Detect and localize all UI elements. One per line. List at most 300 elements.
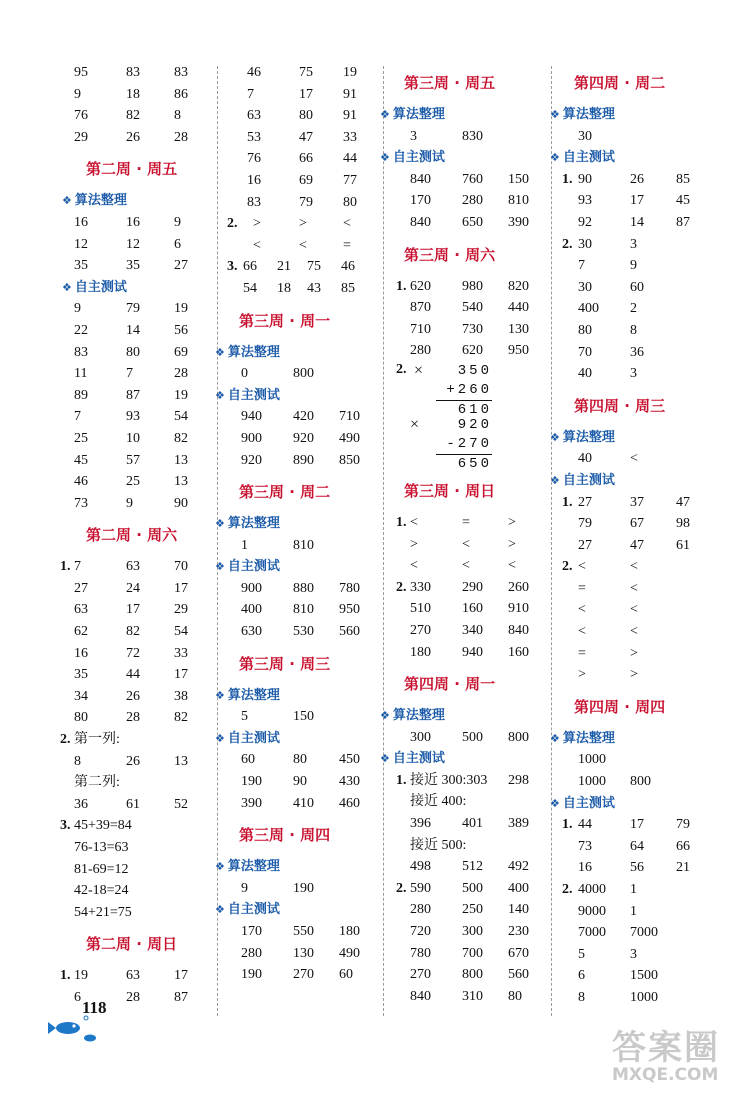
answer-cell: 80 [126,344,140,360]
answer-cell: 6 [74,989,81,1005]
answer-cell: 83 [174,65,188,80]
answer-cell: 80 [578,322,592,338]
answer-cell: 17 [174,580,188,596]
answer-cell: 130 [293,945,314,961]
answer-cell: 46 [247,65,261,80]
answer-cell: 13 [174,753,188,769]
answer-cell: 12 [74,236,88,252]
diamond-icon: ❖ [62,194,72,208]
answer-cell: 19 [174,387,188,403]
answer-cell: 87 [676,214,690,230]
self-test-label [215,556,377,578]
answer-row [562,212,712,234]
answer-cell: 560 [508,967,529,983]
answer-cell: 2. [227,216,238,232]
answer-cell: 250 [462,902,483,918]
answer-cell: 910 [508,601,529,617]
answer-cell: 1. [60,968,71,984]
answer-cell: 9 [630,258,637,274]
answer-cell: 490 [339,945,360,961]
answer-cell: 1 [630,903,637,919]
question-number: 3. [60,818,71,834]
answer-cell: 620 [410,278,431,294]
answer-row [74,62,214,84]
answer-row [74,320,214,342]
answer-cell: 98 [676,516,690,532]
answer-cell: 2. [396,579,407,595]
answer-cell: 840 [508,622,529,638]
answer-row [60,965,214,987]
answer-cell: 540 [462,300,483,316]
answer-cell: 80 [508,988,522,1004]
diamond-icon: ❖ [215,688,225,702]
calc-line: 650 [436,454,492,474]
diamond-icon: ❖ [550,473,560,487]
answer-cell: 8 [74,753,81,769]
answer-cell: 180 [410,644,431,660]
answer-cell: 64 [630,838,644,854]
answer-row [392,126,542,148]
answer-cell: 83 [74,344,88,360]
answer-cell: 920 [293,430,314,446]
answer-cell: 1000 [578,774,606,790]
diamond-icon: ❖ [215,345,225,359]
equation: 42-18=24 [74,883,129,899]
answer-cell: 30 [578,236,592,252]
answer-cell: 27 [578,494,592,510]
answer-row [227,256,377,278]
answer-cell: < [508,558,516,574]
diamond-icon: ❖ [380,151,390,165]
answer-cell: < [578,602,586,618]
watermark-url: MXQE.COM [612,1065,719,1085]
answer-cell: 2. [562,236,573,252]
answer-cell: 21 [277,259,291,275]
answer-cell: 270 [293,967,314,983]
answer-row [562,169,712,191]
answer-cell: 47 [299,129,313,145]
answer-cell: 79 [676,817,690,833]
answer-cell: 7 [74,559,81,575]
answer-cell: 80 [299,108,313,124]
subsection-label: 自主测试 [227,730,280,746]
answer-row [227,943,377,965]
answer-row [227,706,377,728]
diamond-icon: ❖ [550,796,560,810]
answer-row [74,643,214,665]
answer-cell: 22 [74,322,88,338]
answer-row [227,793,377,815]
answer-cell: 940 [462,644,483,660]
answer-cell: 63 [247,108,261,124]
answer-cell: 9 [174,214,181,230]
answer-cell: 190 [293,880,314,896]
answer-cell: 7 [247,86,254,102]
answer-row [227,84,377,106]
answer-cell: = [462,514,470,530]
answer-cell: 接近 300:303 [410,772,488,788]
answer-cell: 14 [630,214,644,230]
diamond-icon: ❖ [215,903,225,917]
answer-cell: 52 [174,796,188,812]
answer-row [227,535,377,557]
answer-row [562,363,712,385]
answer-cell: 7 [74,409,81,425]
diamond-icon: ❖ [215,388,225,402]
answer-cell: < [462,536,470,552]
answer-cell: 38 [174,688,188,704]
answer-row [562,621,712,643]
subsection-label: 算法整理 [74,193,127,209]
answer-cell: 70 [174,559,188,575]
answer-cell: 18 [126,86,140,102]
answer-cell: 170 [410,193,431,209]
subsection-label: 算法整理 [227,687,280,703]
algorithm-summary-label [215,342,377,364]
subsection-label: 自主测试 [74,279,127,295]
answer-cell: 43 [307,280,321,296]
answer-cell: 1. [562,171,573,187]
subsection-label: 自主测试 [227,387,280,403]
answer-cell: 46 [74,474,88,490]
answer-row [74,686,214,708]
answer-cell: 7 [126,366,133,382]
answer-cell: 33 [343,129,357,145]
answer-cell: 76 [74,108,88,124]
answer-row [74,493,214,515]
equation: 45+39=84 [74,818,132,834]
answer-text: 接近 400: [410,794,467,810]
algorithm-summary-label [215,856,377,878]
answer-cell: 810 [508,193,529,209]
answer-row [562,771,712,793]
answer-row [74,578,214,600]
answer-row [562,126,712,148]
answer-row [392,169,542,191]
answer-cell: 5 [578,946,585,962]
answer-row [562,556,712,578]
diamond-icon: ❖ [380,752,390,766]
answer-cell: 160 [508,644,529,660]
answer-row [392,340,542,362]
answer-row [74,342,214,364]
answer-cell: 21 [676,860,690,876]
answer-cell: 9 [74,301,81,317]
column-3 [380,62,542,1007]
diamond-icon: ❖ [215,860,225,874]
answer-cell: 13 [174,452,188,468]
answer-cell: 500 [462,880,483,896]
answer-cell: 420 [293,409,314,425]
answer-cell: 16 [247,172,261,188]
answer-row [562,749,712,771]
answer-cell: 37 [630,494,644,510]
subsection-label: 算法整理 [562,429,615,445]
answer-cell: 389 [508,816,529,832]
answer-cell: 82 [126,624,140,640]
answer-cell: 44 [343,151,357,167]
answer-cell: 69 [174,344,188,360]
answer-cell: 66 [676,838,690,854]
answer-row [227,428,377,450]
answer-row [392,620,542,642]
answer-cell: 12 [126,236,140,252]
answer-cell: 850 [339,452,360,468]
answer-cell: 920 [241,452,262,468]
answer-cell: 60 [241,752,255,768]
answer-row [227,921,377,943]
answer-cell: 91 [343,108,357,124]
calc-line: +260 [446,381,492,398]
diamond-icon: ❖ [215,517,225,531]
answer-row [74,772,214,794]
answer-cell: 35 [74,667,88,683]
answer-row [562,944,712,966]
answer-cell: > [578,667,586,683]
answer-cell: 170 [241,924,262,939]
answer-cell: 880 [293,580,314,596]
answer-cell: 6 [578,968,585,984]
answer-cell: 95 [74,65,88,80]
answer-text: 接近 500: [410,837,467,853]
diamond-icon: ❖ [380,709,390,723]
answer-row [74,471,214,493]
answer-row [74,621,214,643]
answer-row [562,857,712,879]
answer-row [74,859,214,881]
subsection-label: 自主测试 [227,902,280,918]
answer-cell: 16 [74,214,88,230]
subsection-label: 算法整理 [562,730,615,746]
answer-cell: 80 [74,710,88,726]
self-test-label [550,470,712,492]
answer-cell: 7000 [630,925,658,941]
answer-cell: 710 [339,409,360,425]
answer-row [392,791,542,813]
answer-cell: 36 [630,344,644,360]
column-4 [550,62,712,1009]
answer-row [562,298,712,320]
answer-cell: 60 [630,279,644,295]
answer-row [562,901,712,923]
answer-cell: 16 [126,214,140,230]
answer-cell: 63 [74,602,88,618]
answer-cell: 54 [174,409,188,425]
answer-cell: 90 [293,774,307,790]
answer-cell: 3 [630,366,637,382]
answer-cell: 9 [241,880,248,896]
algorithm-summary-label [215,513,377,535]
answer-cell: 700 [462,945,483,961]
answer-cell: 2. [396,880,407,896]
answer-cell: 550 [293,924,314,939]
answer-cell: 82 [126,108,140,124]
answer-row [392,986,542,1008]
answer-row [60,729,214,751]
answer-cell: 16 [74,645,88,661]
answer-cell: 76 [247,151,261,167]
calc-line: 920 [457,416,492,433]
answer-cell: 840 [410,171,431,187]
answer-cell: 8 [578,989,585,1005]
answer-cell: 11 [74,366,88,382]
answer-cell: 27 [74,580,88,596]
answer-cell: 85 [676,171,690,187]
section-title: 第三周 · 周五 [404,74,496,92]
subsection-label: 算法整理 [227,859,280,875]
answer-cell: 800 [630,774,651,790]
answer-cell: 30 [578,128,592,144]
answer-cell: 89 [74,387,88,403]
answer-cell: 54 [174,624,188,640]
answer-cell: 19 [343,65,357,80]
answer-cell: = [578,645,586,661]
answer-cell: 17 [174,968,188,984]
answer-cell: 91 [343,86,357,102]
answer-cell: > [508,536,516,552]
answer-cell: 26 [126,129,140,145]
answer-cell: 80 [343,194,357,210]
answer-row [392,727,542,749]
answer-cell: < [630,602,638,618]
answer-cell: 180 [339,924,360,939]
answer-cell: 510 [410,601,431,617]
answer-cell: 82 [174,430,188,446]
answer-cell: 53 [247,129,261,145]
answer-row [392,921,542,943]
answer-row [227,964,377,986]
answer-cell: 300 [410,729,431,745]
answer-cell: 67 [630,516,644,532]
calc-line: 350 [457,362,492,379]
answer-cell: 87 [174,989,188,1005]
section-title: 第三周 · 周一 [239,311,331,330]
answer-cell: 8 [630,322,637,338]
answer-cell: < [410,558,418,574]
answer-cell: 26 [126,753,140,769]
question-number: 2. [60,732,71,748]
answer-row [227,192,377,214]
diamond-icon: ❖ [62,280,72,294]
answer-cell: 82 [174,710,188,726]
answer-cell: 950 [508,343,529,359]
algorithm-summary-label [550,728,712,750]
algorithm-summary-label [380,104,542,126]
answer-cell: 47 [630,537,644,553]
answer-cell: 19 [174,301,188,317]
answer-cell: 28 [126,710,140,726]
answer-row [60,556,214,578]
answer-cell: 410 [293,795,314,811]
answer-cell: 45 [676,193,690,209]
answer-cell: < [578,624,586,640]
answer-cell: 7 [578,258,585,274]
answer-cell: 870 [410,300,431,316]
section-title: 第二周 · 周日 [86,935,178,954]
answer-row [227,749,377,771]
answer-row [392,512,542,534]
multiply-icon: × [410,415,420,433]
answer-cell: 1000 [578,752,606,768]
answer-row [74,105,214,127]
section-title: 第二周 · 周五 [86,160,178,179]
answer-cell: 512 [462,859,483,875]
column-addition [436,416,492,474]
answer-row [562,664,712,686]
section-title: 第四周 · 周一 [404,675,496,694]
answer-cell: 93 [126,409,140,425]
answer-cell: 1 [241,537,248,553]
answer-cell: 17 [630,817,644,833]
answer-row [392,319,542,341]
answer-row [562,879,712,901]
answer-cell: 18 [277,280,291,296]
algorithm-summary-label [550,104,712,126]
answer-row [562,277,712,299]
answer-cell: 190 [241,774,262,790]
answer-cell: 79 [578,516,592,532]
algorithm-summary-label [215,685,377,707]
answer-cell: 79 [299,194,313,210]
equation: 54+21=75 [74,904,132,920]
answer-row [74,212,214,234]
answer-cell: 280 [410,343,431,359]
subsection-label: 算法整理 [227,516,280,532]
answer-cell: 900 [241,430,262,446]
answer-row [74,84,214,106]
answer-row [392,856,542,878]
answer-cell: 56 [174,322,188,338]
answer-cell: 3. [227,259,238,275]
answer-cell: 9 [74,86,81,102]
answer-cell: 950 [339,602,360,618]
answer-cell: 800 [462,967,483,983]
answer-cell: 780 [410,945,431,961]
answer-row [562,190,712,212]
answer-cell: 75 [307,259,321,275]
diamond-icon: ❖ [550,151,560,165]
answer-cell: 87 [126,387,140,403]
answer-cell: < [410,514,418,530]
answer-cell: 840 [410,214,431,230]
answer-cell: 8 [174,108,181,124]
answer-cell: 290 [462,579,483,595]
answer-row [74,902,214,924]
answer-cell: 450 [339,752,360,768]
self-test-label [550,147,712,169]
subsection-label: 自主测试 [562,150,615,166]
self-test-label [380,147,542,169]
answer-cell: 940 [241,409,262,425]
column-1 [60,62,214,1009]
answer-cell: 650 [462,214,483,230]
answer-cell: 800 [293,366,314,382]
answer-cell: 27 [174,258,188,274]
answer-cell: 44 [126,667,140,683]
answer-row [562,578,712,600]
answer-cell: 62 [74,624,88,640]
answer-cell: 6 [174,236,181,252]
watermark-logo: 答案圈 [612,1028,720,1068]
diamond-icon: ❖ [550,731,560,745]
answer-cell: < [630,624,638,640]
calc-line: -270 [446,435,492,452]
answer-cell: 17 [630,193,644,209]
answer-cell: 830 [462,128,483,144]
answer-cell: = [343,237,351,253]
vertical-calculation [392,362,542,470]
subsection-label: 自主测试 [227,559,280,575]
